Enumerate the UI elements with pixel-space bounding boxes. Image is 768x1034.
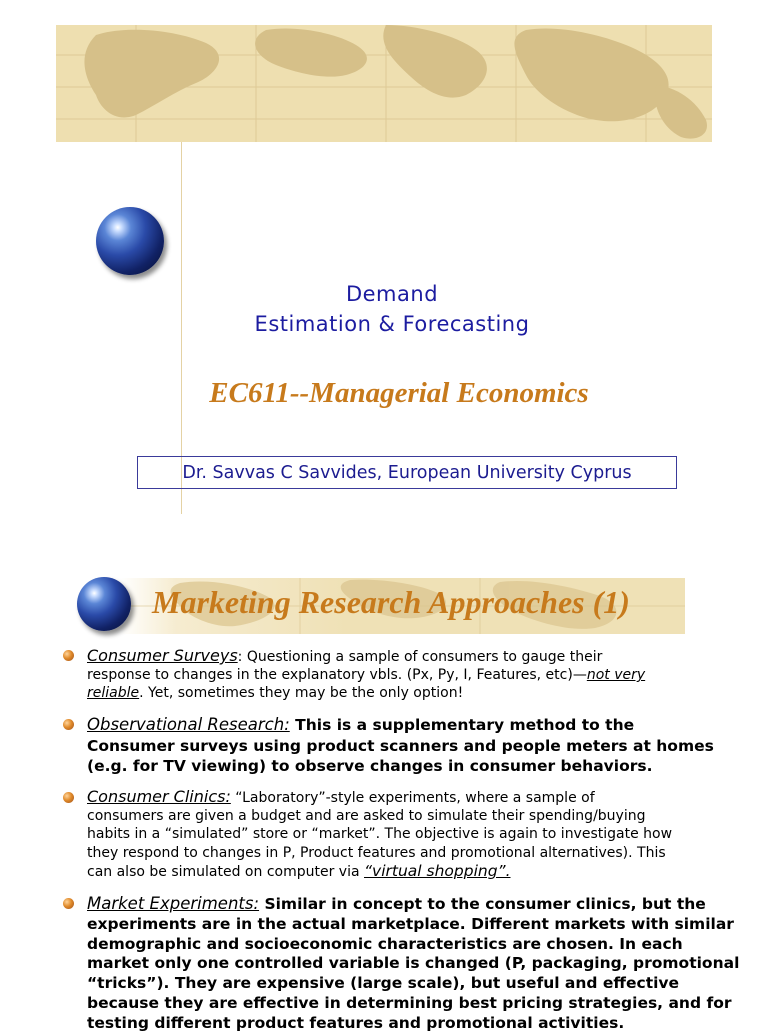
item-text: market only one controlled variable is changed (P, packaging, promotional (87, 954, 740, 973)
item-separator: : (237, 649, 247, 665)
slide-title-line-1: Demand (345, 282, 439, 306)
world-map-banner (56, 25, 712, 142)
item-text: experiments are in the actual marketplace. Different markets with similar (87, 914, 734, 933)
item-text: consumers are given a budget and are asked to simulate their spending/buying (87, 808, 646, 825)
globe-icon (96, 207, 164, 275)
item-term: Consumer Clinics: (87, 787, 231, 806)
item-text: Similar in concept to the consumer clinics, but the (259, 895, 706, 913)
globe-icon (77, 577, 131, 631)
list-item-consumer-clinics (87, 788, 707, 881)
item-text: response to changes in the explanatory vbls. (Px, Py, I, Features, etc)— (87, 667, 587, 683)
item-text: “Laboratory”-style experiments, where a sample of (230, 790, 595, 806)
item-text: testing different product features and promotional activities. (87, 1013, 625, 1032)
item-emphasis: not very (586, 667, 646, 683)
item-text: (e.g. for TV viewing) to observe changes in consumer behaviors. (87, 757, 653, 775)
item-text: “tricks”). They are expensive (large scale), but useful and effective (87, 974, 680, 993)
item-text: they respond to changes in P, Product features and promotional alternatives). This (87, 844, 666, 861)
bullet-icon (63, 650, 74, 661)
item-text: Consumer surveys using product scanners and people meters at homes (87, 736, 714, 755)
bullet-icon (63, 792, 74, 803)
item-text: can also be simulated on computer via (87, 863, 364, 880)
item-emphasis: reliable (87, 685, 140, 701)
author-box: Dr. Savvas C Savvides, European University Cyprus (137, 456, 677, 489)
item-term: Observational Research: (87, 715, 290, 734)
bullet-icon (63, 719, 74, 730)
item-term: Consumer Surveys (87, 646, 238, 665)
item-text: Questioning a sample of consumers to gauge their (246, 649, 603, 665)
list-item-market-experiments (87, 894, 740, 1034)
item-term: Market Experiments: (87, 894, 260, 913)
item-text: because they are effective in determining best pricing strategies, and for (87, 993, 732, 1012)
slide-title-line-2: Estimation & Forecasting (254, 312, 530, 336)
item-emphasis: “virtual shopping”. (364, 861, 511, 880)
bullet-icon (63, 898, 74, 909)
list-item-observational-research (87, 715, 714, 777)
course-title: EC611--Managerial Economics (209, 377, 589, 409)
item-text: . Yet, sometimes they may be the only option! (139, 685, 464, 701)
list-item-consumer-surveys (87, 647, 707, 702)
item-text: This is a supplementary method to the (289, 716, 635, 734)
item-text: demographic and socioeconomic characteristics are chosen. In each (87, 934, 683, 953)
item-text: habits in a “simulated” store or “market”. The objective is again to investigate how (87, 826, 673, 843)
section-title: Marketing Research Approaches (1) (152, 584, 630, 620)
